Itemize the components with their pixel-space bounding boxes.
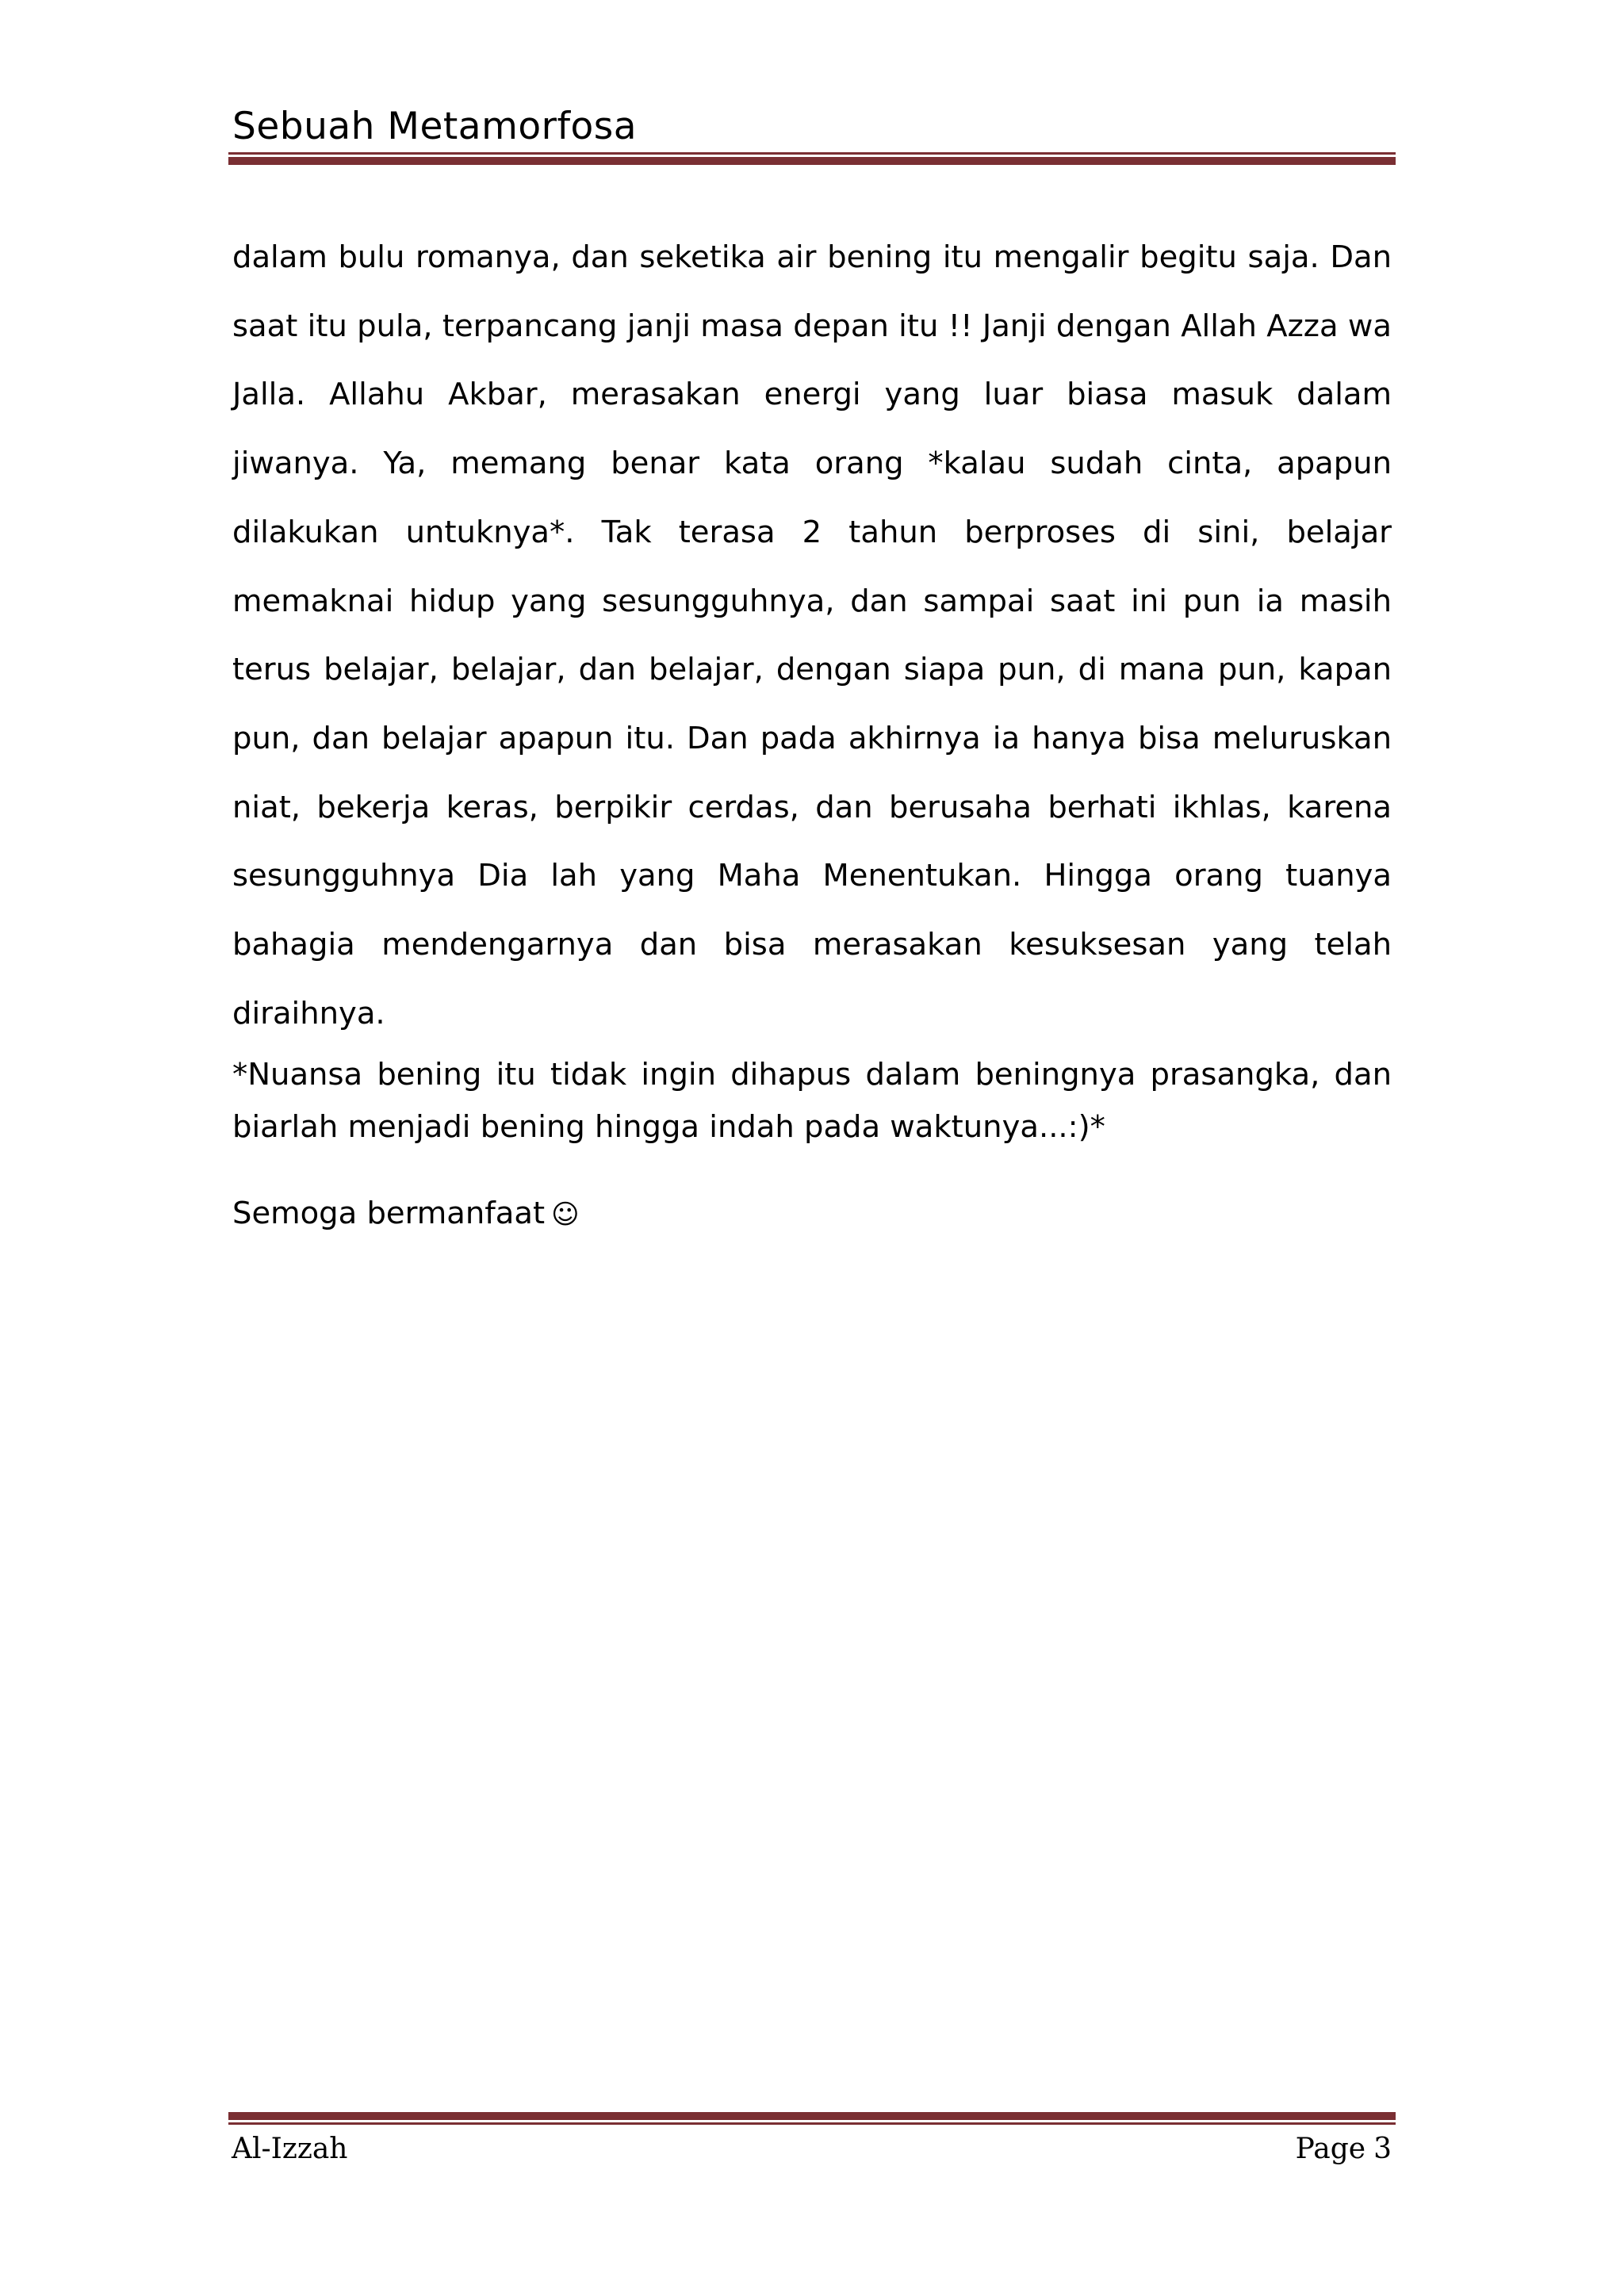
closing-paragraph: *Nuansa bening itu tidak ingin dihapus dalam beningnya prasangka, dan biarlah menjadi bening hingga indah pada waktunya...:)* [232,1057,1392,1145]
footer-rule-thin [228,2122,1396,2125]
header-rule-thick [228,157,1396,165]
smiley-icon: ☺ [551,1199,580,1230]
header-title: Sebuah Metamorfosa [232,105,638,148]
page-label: Page [1295,2133,1366,2165]
thanks-text: Semoga bermanfaat [232,1196,546,1231]
main-paragraph: dalam bulu romanya, dan seketika air bening itu mengalir begitu saja. Dan saat itu pula, terpancang janji masa depan itu !! Janji dengan Allah Azza wa Jalla. Allahu Akbar, merasakan energi yang luar biasa masuk dalam jiwanya. Ya, memang benar kata orang *kalau sudah cinta, apapun dilakukan untuknya*. Tak terasa 2 tahun berproses di sini, belajar memaknai hidup yang sesungguhnya, dan sampai saat ini pun ia masih terus belajar, belajar, dan belajar, dengan siapa pun, di mana pun, kapan pun, dan belajar apapun itu. Dan pada akhirnya ia hanya bisa meluruskan niat, bekerja keras, berpikir cerdas, dan berusaha berhati ikhlas, karena sesungguhnya Dia lah yang Maha Menentukan. Hingga orang tuanya bahagia mendengarnya dan bisa merasakan kesuksesan yang telah diraihnya. [232,239,1392,1031]
footer-page-number [1296,2130,1392,2169]
page-number: 3 [1373,2133,1392,2165]
footer-author: Al-Izzah [232,2133,348,2165]
footer-rule-thick [228,2112,1396,2120]
header-rule-thin [228,152,1396,155]
thanks-line [232,1188,580,1241]
